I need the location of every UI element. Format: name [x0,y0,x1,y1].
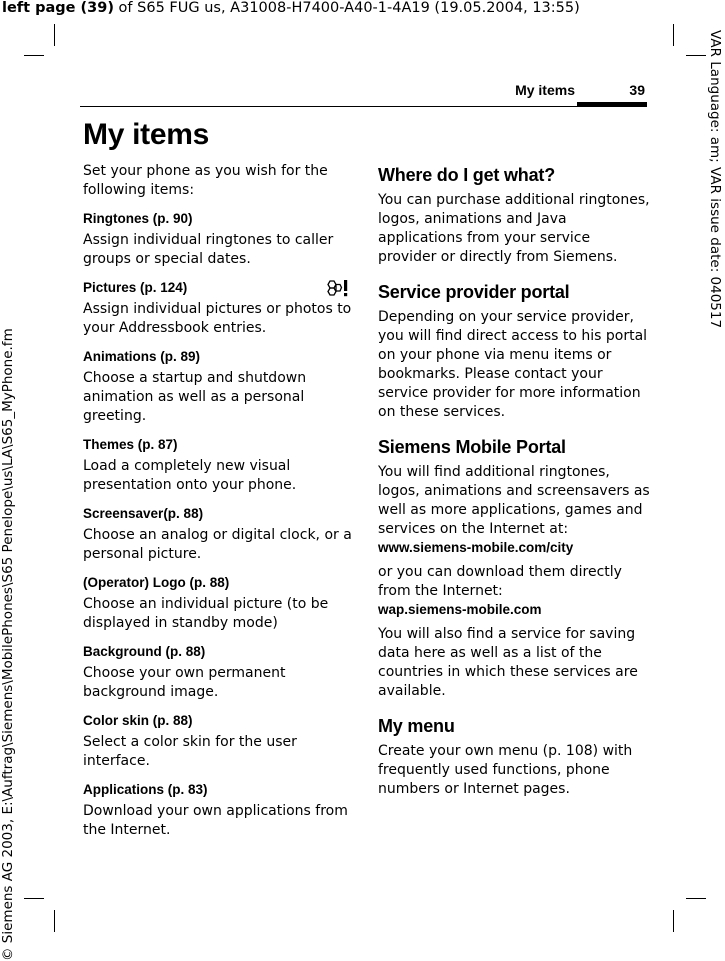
url-wap-siemens[interactable]: wap.siemens-mobile.com [378,602,542,617]
item-heading-applications: Applications (p. 83) [83,782,208,797]
crop-mark [686,55,706,56]
section-heading-siemens-portal: Siemens Mobile Portal [378,437,566,457]
crop-mark [54,910,55,932]
item-text-animations: Choose a startup and shutdown animation as well as a personal greeting. [83,370,307,424]
section-heading-my-menu: My menu [378,716,455,736]
crop-mark [54,24,55,46]
page-title: My items [83,118,209,151]
item-text-screensaver: Choose an analog or digital clock, or a personal picture. [83,527,352,562]
section-text-my-menu: Create your own menu (p. 108) with frequently used functions, phone numbers or Internet pages. [378,743,633,797]
item-heading-ringtones: Ringtones (p. 90) [83,211,193,226]
item-heading-pictures-label: Pictures (p. 124) [83,280,188,295]
page-number: 39 [629,82,645,98]
item-heading-background: Background (p. 88) [83,644,206,659]
item-heading-pictures [83,279,353,297]
crop-mark [686,898,706,899]
url-siemens-city[interactable]: www.siemens-mobile.com/city [378,540,574,555]
section-text-provider-portal: Depending on your service provider, you will find direct access to his portal on your phone via menu items or bookmarks. Please contact your service provider for more information on these services. [378,309,648,420]
item-heading-themes: Themes (p. 87) [83,437,178,452]
item-heading-animations: Animations (p. 89) [83,349,201,364]
item-text-operator-logo: Choose an individual picture (to be displayed in standby mode) [83,596,329,631]
section-heading-provider-portal: Service provider portal [378,282,570,302]
item-text-ringtones: Assign individual ringtones to caller groups or special dates. [83,232,334,267]
item-text-color-skin: Select a color skin for the user interface. [83,734,297,769]
section-text-siemens-3: You will also find a service for saving data here as well as a list of the countries in which these services are available. [378,626,638,699]
print-header [2,0,580,16]
section-text-siemens-1: You will find additional ringtones, logos, animations and screensavers as well as more applications, games and services on the Internet at: [378,464,650,537]
crop-mark [24,55,44,56]
left-column [83,162,353,840]
item-heading-screensaver: Screensaver(p. 88) [83,506,204,521]
section-text-siemens-2: or you can download them directly from the Internet: [378,564,622,599]
intro-text: Set your phone as you wish for the following items: [83,163,328,198]
item-text-pictures: Assign individual pictures or photos to your Addressbook entries. [83,301,352,336]
side-note-right: VAR Language: am; VAR issue date: 040517 [707,30,723,329]
right-column [378,164,650,799]
running-head-title: My items [515,82,575,98]
item-text-themes: Load a completely new visual presentation onto your phone. [83,458,297,493]
header-tab-bar [577,102,647,107]
header-rule [80,106,647,107]
print-header-bold: left page (39) [2,0,114,16]
item-heading-operator-logo: (Operator) Logo (p. 88) [83,575,230,590]
crop-mark [673,24,674,46]
item-text-background: Choose your own permanent background image. [83,665,286,700]
section-heading-where: Where do I get what? [378,165,556,185]
crop-mark [673,910,674,932]
print-header-rest: of S65 FUG us, A31008-H7400-A40-1-4A19 (19.05.2004, 13:55) [113,0,580,16]
side-note-left: © Siemens AG 2003, E:\Auftrag\Siemens\MobilePhones\S65 Penelope\us\LA\S65_MyPhone.fm [0,328,16,961]
item-text-applications: Download your own applications from the Internet. [83,803,348,838]
service-provider-dependent-icon [324,278,350,298]
section-text-where: You can purchase additional ringtones, logos, animations and Java applications from your service provider or directly from Siemens. [378,192,650,265]
item-heading-color-skin: Color skin (p. 88) [83,713,193,728]
crop-mark [24,898,44,899]
running-head [80,80,647,102]
